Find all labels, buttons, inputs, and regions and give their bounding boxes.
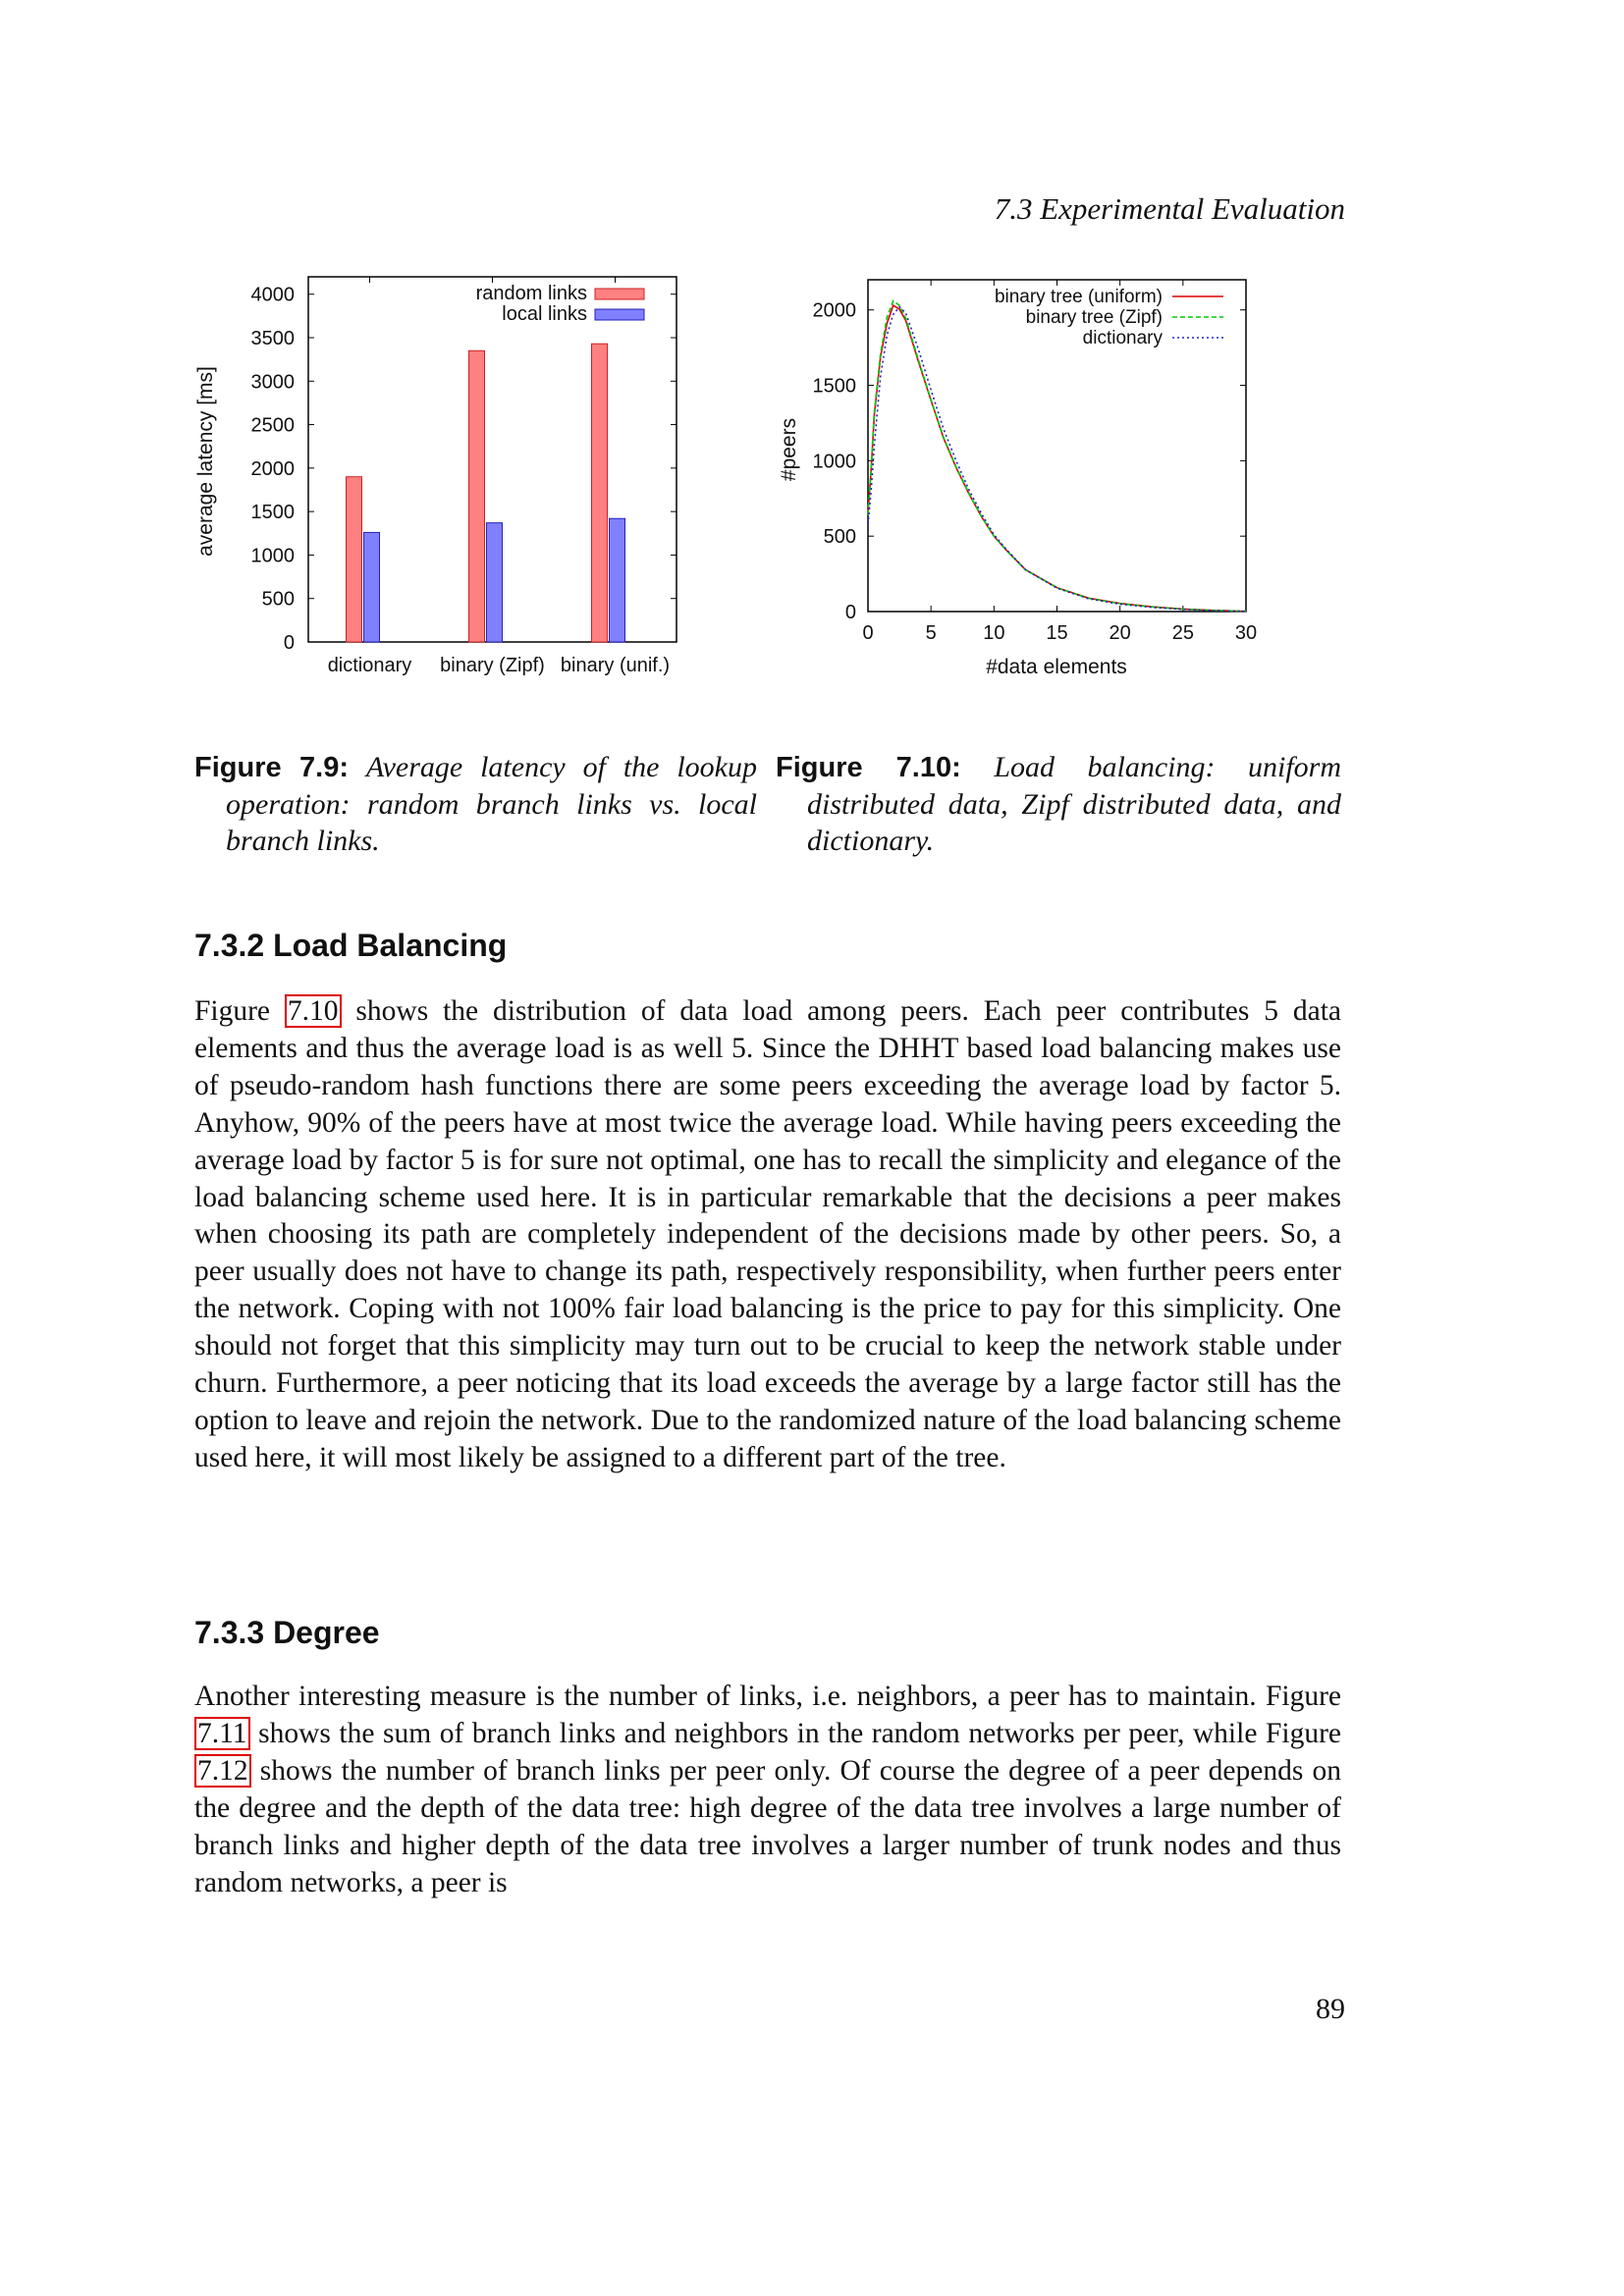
paragraph-text: Figure	[194, 995, 285, 1027]
section-heading-load-balancing: 7.3.2 Load Balancing	[194, 928, 508, 963]
paragraph-text: shows the sum of branch links and neighbors in the random networks per peer, while Figure	[249, 1717, 1341, 1749]
bar-local-links	[610, 518, 625, 642]
figure-7-10-caption	[776, 749, 1341, 859]
load-balancing-paragraph	[194, 993, 1341, 1477]
legend-label: binary tree (uniform)	[994, 287, 1163, 307]
paragraph-text: shows the number of branch links per peer only. Of course the degree of a peer depends on the degree and the depth of the data tree: high degree of the data tree involves a large number of branch links and higher depth of the data tree involves a larger number of trunk nodes and thus random networks, a peer is	[194, 1754, 1341, 1898]
figure-ref-link[interactable]: 7.12	[194, 1754, 251, 1788]
series-line-binary-tree-zipf-	[868, 301, 1246, 612]
y-axis-label: average latency [ms]	[194, 366, 217, 557]
x-tick-label: dictionary	[327, 655, 412, 676]
figure-label: Figure 7.10:	[776, 752, 961, 783]
legend-label: dictionary	[1082, 328, 1163, 348]
bar-random-links	[347, 477, 362, 642]
x-tick-label: binary (unif.)	[560, 655, 671, 676]
figure-label: Figure 7.9:	[194, 752, 350, 783]
legend-label: binary tree (Zipf)	[1025, 307, 1163, 328]
x-tick-label: 30	[1234, 622, 1258, 644]
y-axis-label: #peers	[778, 417, 800, 482]
y-tick-label: 4000	[250, 284, 295, 306]
y-tick-label: 1000	[812, 451, 856, 473]
figure-7-9-chart	[177, 265, 746, 697]
y-tick-label: 0	[844, 602, 856, 623]
y-tick-label: 2000	[812, 299, 856, 322]
legend-swatch	[595, 289, 644, 299]
page-number: 89	[1316, 1993, 1345, 2025]
bar-random-links	[592, 344, 608, 642]
figure-7-9-caption	[194, 749, 757, 859]
x-axis-label: #data elements	[986, 656, 1127, 678]
y-tick-label: 1000	[250, 545, 295, 567]
paragraph-text: Another interesting measure is the number of links, i.e. neighbors, a peer has to maintain. Figure	[194, 1681, 1341, 1712]
latency-bar-chart	[177, 265, 746, 697]
x-tick-label: 5	[925, 622, 937, 644]
section-heading-degree: 7.3.3 Degree	[194, 1615, 380, 1650]
bar-local-links	[364, 532, 380, 642]
paragraph-text: shows the distribution of data load among peers. Each peer contributes 5 data elements and thus the average load is as well 5. Since the DHHT based load balancing makes use of pseudo-random hash functions there are some peers exceeding the average load by factor 5. Anyhow, 90% of the peers have at most twice the average load. While having peers exceeding the average load by factor 5 is for sure not optimal, one has to recall the simplicity and elegance of the load balancing scheme used here. It is in particular remarkable that the decisions a peer makes when choosing its path are completely independent of the decisions made by other peers. So, a peer usually does not have to change its path, respectively responsibility, when further peers enter the network. Coping with not 100% fair load balancing is the price to pay for this simplicity. One should not forget that this simplicity may turn out to be crucial to keep the network stable under churn. Furthermore, a peer noticing that its load exceeds the average by a large factor still has the option to leave and rejoin the network. Due to the randomized nature of the load balancing scheme used here, it will most likely be assigned to a different part of the tree.	[194, 995, 1342, 1473]
y-tick-label: 3000	[250, 371, 295, 394]
y-tick-label: 1500	[812, 375, 856, 398]
y-tick-label: 2000	[250, 457, 295, 480]
figure-caption-text: Load balancing: uniform distributed data, Zipf distributed data, and dictionary.	[807, 751, 1342, 857]
figure-ref-link[interactable]: 7.11	[194, 1717, 250, 1750]
x-tick-label: 20	[1109, 622, 1131, 644]
load-balancing-line-chart	[766, 265, 1355, 687]
y-tick-label: 3500	[250, 328, 295, 349]
x-tick-label: binary (Zipf)	[440, 655, 545, 676]
plot-frame	[868, 280, 1246, 612]
y-tick-label: 500	[823, 526, 856, 549]
x-tick-label: 0	[862, 622, 874, 644]
legend-label: random links	[475, 283, 587, 304]
y-tick-label: 1500	[250, 502, 295, 524]
y-tick-label: 0	[283, 632, 295, 654]
series-line-binary-tree-uniform-	[868, 305, 1246, 612]
degree-paragraph	[194, 1679, 1341, 1901]
figure-ref-link[interactable]: 7.10	[285, 994, 342, 1028]
bar-random-links	[469, 350, 485, 642]
x-tick-label: 10	[983, 622, 1005, 644]
series-line-dictionary	[868, 307, 1246, 612]
y-tick-label: 500	[261, 588, 295, 611]
legend-label: local links	[502, 303, 587, 325]
x-tick-label: 15	[1046, 622, 1068, 644]
bar-local-links	[487, 523, 503, 642]
legend-swatch	[595, 309, 644, 320]
y-tick-label: 2500	[250, 414, 295, 437]
figure-7-10-chart	[766, 265, 1355, 687]
x-tick-label: 25	[1171, 622, 1194, 644]
figure-caption-text: Average latency of the lookup operation: random branch links vs. local branch links.	[226, 751, 757, 857]
running-head: 7.3 Experimental Evaluation	[994, 191, 1345, 226]
